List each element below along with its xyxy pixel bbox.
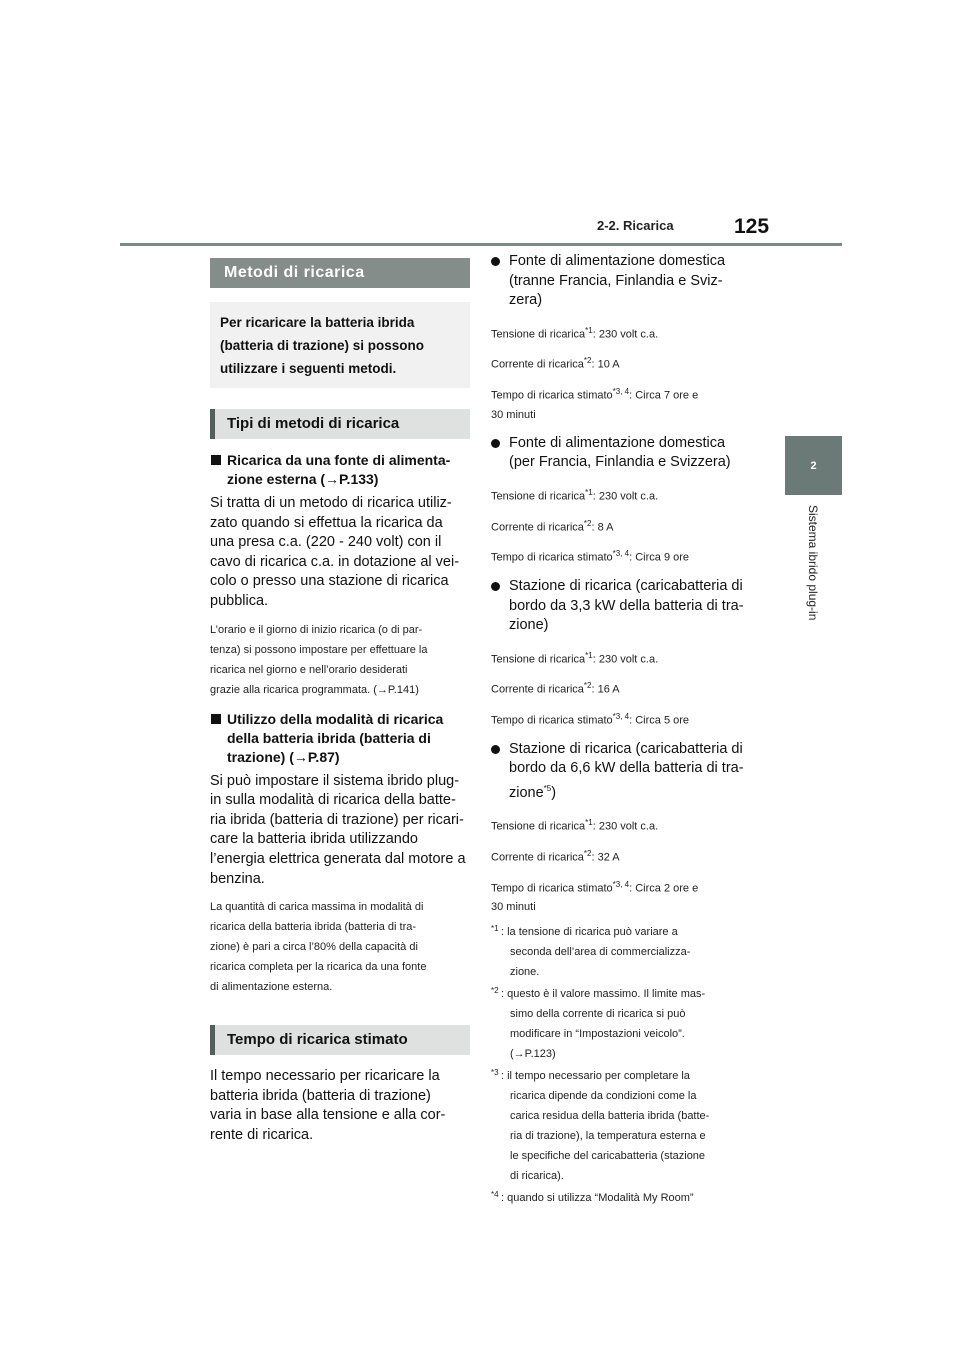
group2-title <box>491 434 753 473</box>
group-title-line: Fonte di alimentazione domestica <box>509 434 726 451</box>
footnote-line: : il tempo necessario per completare la <box>501 1070 690 1083</box>
footnote-line: simo della corrente di ricarica si può <box>510 1008 686 1021</box>
group1-time <box>491 385 753 403</box>
time-text <box>210 1067 470 1145</box>
footnote-ref: *1 <box>585 818 593 828</box>
group2-voltage <box>491 486 753 504</box>
group-title-text: ) <box>551 784 557 801</box>
footnote-ref: *1 <box>585 487 593 497</box>
intro-line: Per ricaricare la batteria ibrida <box>220 315 415 330</box>
item2-note-line: ricarica completa per la ricarica da una fonte <box>210 961 427 974</box>
footnote-3 <box>491 1066 753 1186</box>
footnote-ref: *3, 4 <box>612 549 630 559</box>
group3-voltage <box>491 649 753 667</box>
spec-label: Tempo di ricarica stimato <box>491 882 613 895</box>
group2-current <box>491 517 753 535</box>
footnote-line: carica residua della batteria ibrida (batte- <box>510 1110 710 1123</box>
spec-value: : 16 A <box>591 684 620 696</box>
spec-label: Tempo di ricarica stimato <box>491 714 613 727</box>
group1-time-cont: 30 minuti <box>491 408 536 421</box>
footnote-ref: *3, 4 <box>612 387 630 397</box>
footnote-line: : la tensione di ricarica può variare a <box>501 926 678 939</box>
item2-text-line: care la batteria ibrida utilizzando <box>210 831 418 848</box>
spec-label: Tempo di ricarica stimato <box>491 389 613 402</box>
group-title-line: Fonte di alimentazione domestica <box>509 253 726 269</box>
group4-time <box>491 878 753 896</box>
group-title-line: bordo da 6,6 kW della batteria di tra- <box>509 760 744 777</box>
group1-title <box>491 252 753 311</box>
group2-time <box>491 547 753 565</box>
footnote-2 <box>491 984 753 1064</box>
group-title-line: zione) <box>509 617 549 634</box>
item2-note-line: zione) è pari a circa l’80% della capacità di <box>210 941 418 954</box>
spec-label: Tensione di ricarica <box>491 820 586 833</box>
group-title-line <box>509 779 753 803</box>
spec-value: : 10 A <box>591 359 620 372</box>
group-title-line: (per Francia, Finlandia e Svizzera) <box>509 454 731 471</box>
spec-label: Tensione di ricarica <box>491 328 586 341</box>
spec-value: : 230 volt c.a. <box>592 490 659 503</box>
footnote-ref: *3, 4 <box>612 879 630 889</box>
spec-label: Corrente di ricarica <box>491 684 584 696</box>
group4-voltage <box>491 816 753 834</box>
item1-note <box>210 620 470 700</box>
item2-heading <box>210 710 470 767</box>
footnote-ref: *5 <box>543 783 552 793</box>
footnote-4 <box>491 1188 753 1208</box>
footnote-ref: *3, 4 <box>612 712 630 721</box>
footnote-line: seconda dell’area di commercializza- <box>510 946 691 959</box>
right-column <box>491 252 753 1208</box>
footnote-line: le specifiche del caricabatteria (stazione <box>510 1150 706 1163</box>
left-column <box>210 258 470 1146</box>
item1-text-line: Si tratta di un metodo di ricarica utiliz- <box>210 495 452 511</box>
heading-metodi-di-ricarica: Metodi di ricarica <box>210 258 470 288</box>
group-title-line: bordo da 3,3 kW della batteria di tra- <box>509 597 744 614</box>
spec-value: : Circa 7 ore e <box>629 389 699 402</box>
footnote-line: zione. <box>510 966 540 979</box>
item2-text <box>210 772 470 890</box>
item2-note <box>210 897 470 997</box>
spec-value: : Circa 5 ore <box>629 714 690 727</box>
spec-label: Tensione di ricarica <box>491 653 586 666</box>
footnote-mark <box>491 1063 499 1087</box>
footnote-mark-text: *1 <box>491 924 499 934</box>
item1-note-line: ricarica nel giorno e nell’orario desiderati <box>210 663 408 676</box>
item1-text <box>210 494 470 612</box>
spec-value: : Circa 9 ore <box>629 551 690 564</box>
item2-note-line: ricarica della batteria ibrida (batteria di tra- <box>210 921 417 934</box>
header-rule <box>120 243 842 246</box>
item1-heading-line: zione esterna (→P.133) <box>227 471 379 487</box>
footnote-mark <box>491 1185 499 1209</box>
spec-label: Corrente di ricarica <box>491 521 584 534</box>
spec-label: Corrente di ricarica <box>491 851 584 864</box>
footnote-ref: *2 <box>583 356 592 366</box>
item1-text-line: colo o presso una stazione di ricarica <box>210 573 449 590</box>
footnote-line: : quando si utilizza “Modalità My Room” <box>501 1192 694 1205</box>
footnote-line: (→P.123) <box>510 1048 556 1061</box>
heading-tempo-di-ricarica: Tempo di ricarica stimato <box>210 1025 470 1055</box>
spec-label: Corrente di ricarica <box>491 359 584 372</box>
item2-text-line: ria ibrida (batteria di trazione) per ricari- <box>210 811 464 828</box>
group3-title <box>491 577 753 636</box>
group-title-line: zera) <box>509 292 543 309</box>
item2-heading-line: della batteria ibrida (batteria di <box>227 729 431 746</box>
spec-label: Tempo di ricarica stimato <box>491 551 613 564</box>
footnote-ref: *1 <box>585 650 593 660</box>
group4-title <box>491 740 753 804</box>
heading-tipi-di-metodi: Tipi di metodi di ricarica <box>210 409 470 439</box>
time-text-line: Il tempo necessario per ricaricare la <box>210 1068 440 1085</box>
footnote-mark <box>491 919 499 943</box>
item2-heading-line: trazione) (→P.87) <box>227 748 340 765</box>
footnote-ref: *2 <box>583 848 592 858</box>
footnote-line: di ricarica). <box>510 1170 564 1183</box>
group3-current <box>491 679 753 697</box>
footnote-mark-text: *4 <box>491 1190 499 1200</box>
item2-text-line: benzina. <box>210 870 265 887</box>
item1-text-line: pubblica. <box>210 592 269 609</box>
time-text-line: varia in base alla tensione e alla cor- <box>210 1107 446 1124</box>
spec-value: : 230 volt c.a. <box>592 328 659 341</box>
intro-line: (batteria di trazione) si possono <box>220 338 425 353</box>
footnote-ref: *1 <box>585 325 593 335</box>
group1-current <box>491 354 753 372</box>
group-title-line: (tranne Francia, Finlandia e Sviz- <box>509 272 723 289</box>
item2-text-line: Si può impostare il sistema ibrido plug- <box>210 772 460 789</box>
item2-heading-line: Utilizzo della modalità di ricarica <box>227 710 444 727</box>
spec-value: : 32 A <box>591 851 620 864</box>
time-text-line: rente di ricarica. <box>210 1126 314 1143</box>
group-title-line: Stazione di ricarica (caricabatteria di <box>509 740 743 757</box>
group3-time <box>491 710 753 728</box>
footnote-line: modificare in “Impostazioni veicolo”. <box>510 1028 685 1041</box>
item1-heading-line: Ricarica da una fonte di alimenta- <box>227 452 451 468</box>
footnote-mark <box>491 981 499 1005</box>
item1-note-line: L’orario e il giorno di inizio ricarica (o di par- <box>210 623 423 636</box>
chapter-label: Sistema ibrido plug-in <box>806 505 820 621</box>
item1-note-line: tenza) si possono impostare per effettuare la <box>210 643 428 656</box>
item2-text-line: in sulla modalità di ricarica della batte- <box>210 792 456 809</box>
item1-text-line: cavo di ricarica c.a. in dotazione al vei- <box>210 553 460 570</box>
item2-note-line: di alimentazione esterna. <box>210 981 333 994</box>
footnote-line: : questo è il valore massimo. Il limite mas- <box>501 988 706 1001</box>
footnote-line: ria di trazione), la temperatura esterna e <box>510 1130 706 1143</box>
footnote-mark-text: *3 <box>491 1068 499 1078</box>
spec-label: Tensione di ricarica <box>491 490 586 503</box>
footnote-ref: *2 <box>583 518 592 528</box>
spec-value: : Circa 2 ore e <box>629 882 699 895</box>
item1-heading <box>210 451 470 489</box>
section-title: 2-2. Ricarica <box>597 218 674 233</box>
item1-text-line: una presa c.a. (220 - 240 volt) con il <box>210 534 442 551</box>
footnote-1 <box>491 922 753 982</box>
item2-note-line: La quantità di carica massima in modalità di <box>210 901 424 914</box>
group4-time-cont: 30 minuti <box>491 901 536 914</box>
spec-value: : 8 A <box>591 521 614 534</box>
intro-line: utilizzare i seguenti metodi. <box>220 361 397 376</box>
group-title-line: Stazione di ricarica (caricabatteria di <box>509 577 743 594</box>
footnote-ref: *2 <box>583 681 592 691</box>
group-title-text: zione <box>509 784 544 801</box>
footnote-line: ricarica dipende da condizioni come la <box>510 1090 697 1103</box>
intro-box <box>210 302 470 388</box>
time-text-line: batteria ibrida (batteria di trazione) <box>210 1087 431 1104</box>
item2-text-line: l’energia elettrica generata dal motore a <box>210 850 466 867</box>
group1-voltage <box>491 324 753 342</box>
spec-value: : 230 volt c.a. <box>592 653 659 666</box>
item1-text-line: zato quando si effettua la ricarica da <box>210 514 443 531</box>
chapter-tab: 2 <box>785 436 842 495</box>
group4-current <box>491 847 753 865</box>
spec-value: : 230 volt c.a. <box>592 820 659 833</box>
item1-note-line: grazie alla ricarica programmata. (→P.141) <box>210 683 419 696</box>
footnote-mark-text: *2 <box>491 986 499 996</box>
page-number: 125 <box>734 215 770 238</box>
